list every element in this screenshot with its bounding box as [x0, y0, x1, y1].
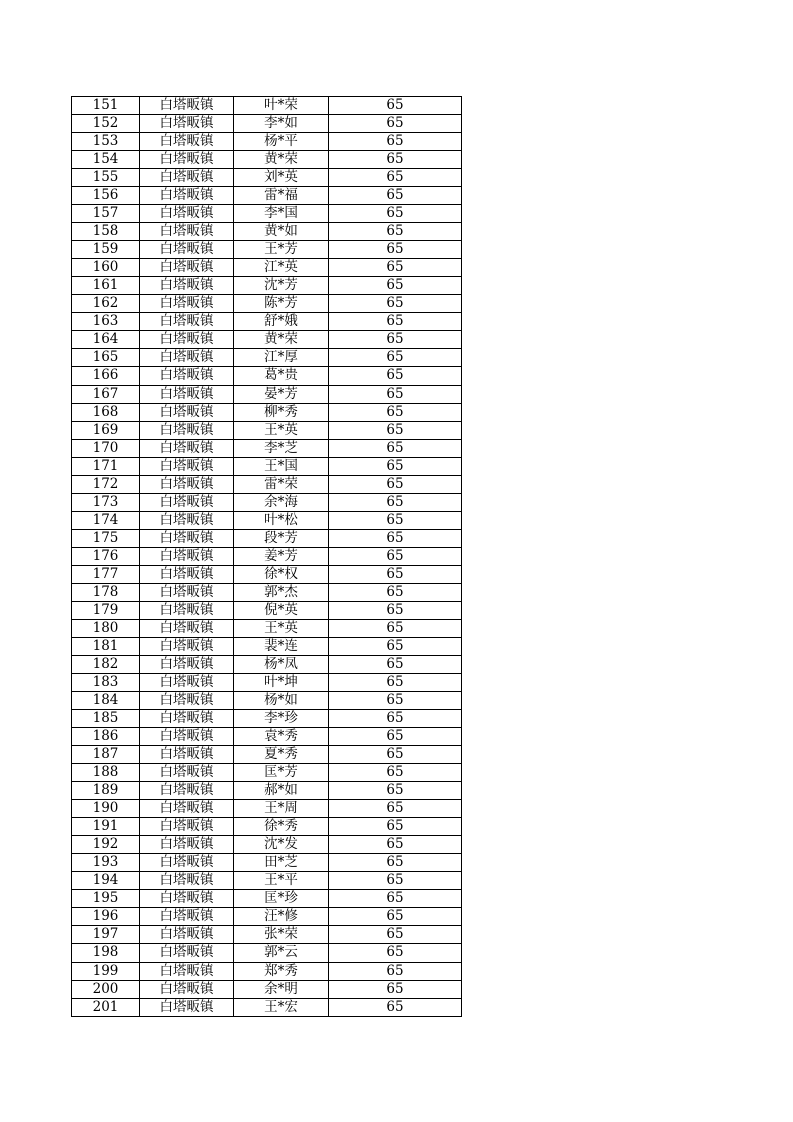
name-cell: 余*明 [234, 980, 329, 998]
town-cell: 白塔畈镇 [140, 529, 234, 547]
name-cell: 黄*荣 [234, 151, 329, 169]
amount-cell: 65 [329, 800, 462, 818]
table-row [72, 583, 462, 601]
table-row [72, 367, 462, 385]
table-row [72, 980, 462, 998]
amount-cell: 65 [329, 97, 462, 115]
town-cell: 白塔畈镇 [140, 259, 234, 277]
town-cell: 白塔畈镇 [140, 295, 234, 313]
town-cell: 白塔畈镇 [140, 133, 234, 151]
table-row [72, 331, 462, 349]
name-cell: 陈*芳 [234, 295, 329, 313]
town-cell: 白塔畈镇 [140, 277, 234, 295]
name-cell: 王*英 [234, 421, 329, 439]
row-number-cell: 194 [72, 872, 140, 890]
name-cell: 黄*如 [234, 223, 329, 241]
amount-cell: 65 [329, 349, 462, 367]
table-row [72, 872, 462, 890]
row-number-cell: 190 [72, 800, 140, 818]
table-row [72, 223, 462, 241]
table-row [72, 619, 462, 637]
row-number-cell: 173 [72, 493, 140, 511]
table-row [72, 241, 462, 259]
row-number-cell: 183 [72, 674, 140, 692]
town-cell: 白塔畈镇 [140, 403, 234, 421]
table-row [72, 836, 462, 854]
table-row [72, 187, 462, 205]
amount-cell: 65 [329, 367, 462, 385]
row-number-cell: 157 [72, 205, 140, 223]
row-number-cell: 165 [72, 349, 140, 367]
name-cell: 叶*松 [234, 511, 329, 529]
row-number-cell: 184 [72, 692, 140, 710]
amount-cell: 65 [329, 637, 462, 655]
table-row [72, 565, 462, 583]
town-cell: 白塔畈镇 [140, 385, 234, 403]
name-cell: 李*国 [234, 205, 329, 223]
amount-cell: 65 [329, 998, 462, 1016]
row-number-cell: 196 [72, 908, 140, 926]
table-row [72, 133, 462, 151]
name-cell: 袁*秀 [234, 728, 329, 746]
town-cell: 白塔畈镇 [140, 962, 234, 980]
amount-cell: 65 [329, 205, 462, 223]
name-cell: 李*珍 [234, 710, 329, 728]
row-number-cell: 171 [72, 457, 140, 475]
row-number-cell: 160 [72, 259, 140, 277]
name-cell: 杨*平 [234, 133, 329, 151]
amount-cell: 65 [329, 890, 462, 908]
amount-cell: 65 [329, 764, 462, 782]
amount-cell: 65 [329, 529, 462, 547]
name-cell: 郭*杰 [234, 583, 329, 601]
amount-cell: 65 [329, 277, 462, 295]
town-cell: 白塔畈镇 [140, 908, 234, 926]
table-row [72, 493, 462, 511]
name-cell: 王*国 [234, 457, 329, 475]
row-number-cell: 201 [72, 998, 140, 1016]
town-cell: 白塔畈镇 [140, 97, 234, 115]
row-number-cell: 152 [72, 115, 140, 133]
row-number-cell: 168 [72, 403, 140, 421]
amount-cell: 65 [329, 187, 462, 205]
table-row [72, 782, 462, 800]
amount-cell: 65 [329, 728, 462, 746]
town-cell: 白塔畈镇 [140, 205, 234, 223]
table-row [72, 764, 462, 782]
town-cell: 白塔畈镇 [140, 241, 234, 259]
row-number-cell: 167 [72, 385, 140, 403]
row-number-cell: 191 [72, 818, 140, 836]
row-number-cell: 189 [72, 782, 140, 800]
town-cell: 白塔畈镇 [140, 655, 234, 673]
amount-cell: 65 [329, 151, 462, 169]
table-row [72, 457, 462, 475]
town-cell: 白塔畈镇 [140, 493, 234, 511]
amount-cell: 65 [329, 475, 462, 493]
row-number-cell: 198 [72, 944, 140, 962]
amount-cell: 65 [329, 457, 462, 475]
table-row [72, 115, 462, 133]
town-cell: 白塔畈镇 [140, 764, 234, 782]
row-number-cell: 182 [72, 655, 140, 673]
table-row [72, 403, 462, 421]
row-number-cell: 177 [72, 565, 140, 583]
table-row [72, 637, 462, 655]
amount-cell: 65 [329, 908, 462, 926]
name-cell: 叶*荣 [234, 97, 329, 115]
table-row [72, 926, 462, 944]
town-cell: 白塔畈镇 [140, 457, 234, 475]
town-cell: 白塔畈镇 [140, 601, 234, 619]
amount-cell: 65 [329, 547, 462, 565]
amount-cell: 65 [329, 439, 462, 457]
table-row [72, 439, 462, 457]
amount-cell: 65 [329, 313, 462, 331]
table-row [72, 349, 462, 367]
row-number-cell: 176 [72, 547, 140, 565]
amount-cell: 65 [329, 674, 462, 692]
amount-cell: 65 [329, 782, 462, 800]
table-row [72, 908, 462, 926]
table-row [72, 728, 462, 746]
table-row [72, 998, 462, 1016]
town-cell: 白塔畈镇 [140, 836, 234, 854]
town-cell: 白塔畈镇 [140, 421, 234, 439]
town-cell: 白塔畈镇 [140, 637, 234, 655]
town-cell: 白塔畈镇 [140, 511, 234, 529]
row-number-cell: 192 [72, 836, 140, 854]
row-number-cell: 158 [72, 223, 140, 241]
town-cell: 白塔畈镇 [140, 746, 234, 764]
table-row [72, 169, 462, 187]
table-row [72, 547, 462, 565]
row-number-cell: 175 [72, 529, 140, 547]
amount-cell: 65 [329, 169, 462, 187]
row-number-cell: 163 [72, 313, 140, 331]
town-cell: 白塔畈镇 [140, 331, 234, 349]
name-cell: 王*宏 [234, 998, 329, 1016]
name-cell: 张*荣 [234, 926, 329, 944]
table-row [72, 295, 462, 313]
table-row [72, 313, 462, 331]
amount-cell: 65 [329, 926, 462, 944]
amount-cell: 65 [329, 403, 462, 421]
town-cell: 白塔畈镇 [140, 782, 234, 800]
town-cell: 白塔畈镇 [140, 439, 234, 457]
town-cell: 白塔畈镇 [140, 565, 234, 583]
row-number-cell: 180 [72, 619, 140, 637]
row-number-cell: 172 [72, 475, 140, 493]
name-cell: 姜*芳 [234, 547, 329, 565]
table-row [72, 151, 462, 169]
name-cell: 黄*荣 [234, 331, 329, 349]
row-number-cell: 174 [72, 511, 140, 529]
town-cell: 白塔畈镇 [140, 872, 234, 890]
table-row [72, 800, 462, 818]
table-row [72, 944, 462, 962]
row-number-cell: 159 [72, 241, 140, 259]
row-number-cell: 170 [72, 439, 140, 457]
table-row [72, 962, 462, 980]
amount-cell: 65 [329, 115, 462, 133]
row-number-cell: 161 [72, 277, 140, 295]
row-number-cell: 195 [72, 890, 140, 908]
row-number-cell: 197 [72, 926, 140, 944]
town-cell: 白塔畈镇 [140, 926, 234, 944]
name-cell: 王*周 [234, 800, 329, 818]
town-cell: 白塔畈镇 [140, 115, 234, 133]
amount-cell: 65 [329, 619, 462, 637]
town-cell: 白塔畈镇 [140, 854, 234, 872]
name-cell: 杨*如 [234, 692, 329, 710]
row-number-cell: 193 [72, 854, 140, 872]
table-row [72, 259, 462, 277]
amount-cell: 65 [329, 511, 462, 529]
name-cell: 郝*如 [234, 782, 329, 800]
name-cell: 徐*秀 [234, 818, 329, 836]
row-number-cell: 178 [72, 583, 140, 601]
name-cell: 田*芝 [234, 854, 329, 872]
name-cell: 郭*云 [234, 944, 329, 962]
row-number-cell: 162 [72, 295, 140, 313]
name-cell: 汪*修 [234, 908, 329, 926]
town-cell: 白塔畈镇 [140, 890, 234, 908]
table-row [72, 818, 462, 836]
table-row [72, 475, 462, 493]
name-cell: 沈*发 [234, 836, 329, 854]
name-cell: 舒*娥 [234, 313, 329, 331]
town-cell: 白塔畈镇 [140, 998, 234, 1016]
amount-cell: 65 [329, 565, 462, 583]
town-cell: 白塔畈镇 [140, 223, 234, 241]
name-cell: 王*英 [234, 619, 329, 637]
row-number-cell: 166 [72, 367, 140, 385]
table-row [72, 601, 462, 619]
town-cell: 白塔畈镇 [140, 818, 234, 836]
row-number-cell: 153 [72, 133, 140, 151]
name-cell: 江*英 [234, 259, 329, 277]
name-cell: 倪*英 [234, 601, 329, 619]
amount-cell: 65 [329, 421, 462, 439]
table-row [72, 674, 462, 692]
amount-cell: 65 [329, 980, 462, 998]
name-cell: 夏*秀 [234, 746, 329, 764]
town-cell: 白塔畈镇 [140, 800, 234, 818]
name-cell: 匡*珍 [234, 890, 329, 908]
table-row [72, 97, 462, 115]
town-cell: 白塔畈镇 [140, 944, 234, 962]
amount-cell: 65 [329, 601, 462, 619]
table-row [72, 710, 462, 728]
town-cell: 白塔畈镇 [140, 547, 234, 565]
row-number-cell: 181 [72, 637, 140, 655]
row-number-cell: 179 [72, 601, 140, 619]
amount-cell: 65 [329, 493, 462, 511]
name-cell: 沈*芳 [234, 277, 329, 295]
town-cell: 白塔畈镇 [140, 169, 234, 187]
name-cell: 晏*芳 [234, 385, 329, 403]
name-cell: 李*如 [234, 115, 329, 133]
amount-cell: 65 [329, 944, 462, 962]
amount-cell: 65 [329, 854, 462, 872]
table-row [72, 205, 462, 223]
name-cell: 王*平 [234, 872, 329, 890]
row-number-cell: 155 [72, 169, 140, 187]
data-table [71, 96, 462, 1017]
row-number-cell: 154 [72, 151, 140, 169]
table-row [72, 277, 462, 295]
row-number-cell: 187 [72, 746, 140, 764]
amount-cell: 65 [329, 133, 462, 151]
table-row [72, 692, 462, 710]
amount-cell: 65 [329, 818, 462, 836]
town-cell: 白塔畈镇 [140, 187, 234, 205]
amount-cell: 65 [329, 962, 462, 980]
name-cell: 郑*秀 [234, 962, 329, 980]
row-number-cell: 164 [72, 331, 140, 349]
row-number-cell: 188 [72, 764, 140, 782]
name-cell: 段*芳 [234, 529, 329, 547]
row-number-cell: 185 [72, 710, 140, 728]
town-cell: 白塔畈镇 [140, 619, 234, 637]
amount-cell: 65 [329, 583, 462, 601]
name-cell: 雷*荣 [234, 475, 329, 493]
town-cell: 白塔畈镇 [140, 475, 234, 493]
row-number-cell: 151 [72, 97, 140, 115]
town-cell: 白塔畈镇 [140, 980, 234, 998]
town-cell: 白塔畈镇 [140, 674, 234, 692]
row-number-cell: 199 [72, 962, 140, 980]
amount-cell: 65 [329, 872, 462, 890]
amount-cell: 65 [329, 259, 462, 277]
town-cell: 白塔畈镇 [140, 313, 234, 331]
town-cell: 白塔畈镇 [140, 692, 234, 710]
table-body [72, 97, 462, 1017]
town-cell: 白塔畈镇 [140, 583, 234, 601]
table-row [72, 511, 462, 529]
table-row [72, 385, 462, 403]
amount-cell: 65 [329, 836, 462, 854]
amount-cell: 65 [329, 241, 462, 259]
name-cell: 匡*芳 [234, 764, 329, 782]
amount-cell: 65 [329, 331, 462, 349]
town-cell: 白塔畈镇 [140, 349, 234, 367]
table-row [72, 746, 462, 764]
amount-cell: 65 [329, 385, 462, 403]
name-cell: 柳*秀 [234, 403, 329, 421]
amount-cell: 65 [329, 223, 462, 241]
name-cell: 裴*连 [234, 637, 329, 655]
amount-cell: 65 [329, 710, 462, 728]
town-cell: 白塔畈镇 [140, 710, 234, 728]
row-number-cell: 186 [72, 728, 140, 746]
amount-cell: 65 [329, 692, 462, 710]
row-number-cell: 169 [72, 421, 140, 439]
name-cell: 叶*坤 [234, 674, 329, 692]
town-cell: 白塔畈镇 [140, 728, 234, 746]
name-cell: 刘*英 [234, 169, 329, 187]
name-cell: 葛*贵 [234, 367, 329, 385]
amount-cell: 65 [329, 295, 462, 313]
amount-cell: 65 [329, 655, 462, 673]
table-row [72, 529, 462, 547]
town-cell: 白塔畈镇 [140, 367, 234, 385]
amount-cell: 65 [329, 746, 462, 764]
table-row [72, 854, 462, 872]
table-row [72, 655, 462, 673]
name-cell: 杨*凤 [234, 655, 329, 673]
name-cell: 徐*权 [234, 565, 329, 583]
name-cell: 雷*福 [234, 187, 329, 205]
row-number-cell: 156 [72, 187, 140, 205]
town-cell: 白塔畈镇 [140, 151, 234, 169]
name-cell: 李*芝 [234, 439, 329, 457]
name-cell: 江*厚 [234, 349, 329, 367]
table-row [72, 421, 462, 439]
name-cell: 王*芳 [234, 241, 329, 259]
table-row [72, 890, 462, 908]
name-cell: 余*海 [234, 493, 329, 511]
row-number-cell: 200 [72, 980, 140, 998]
